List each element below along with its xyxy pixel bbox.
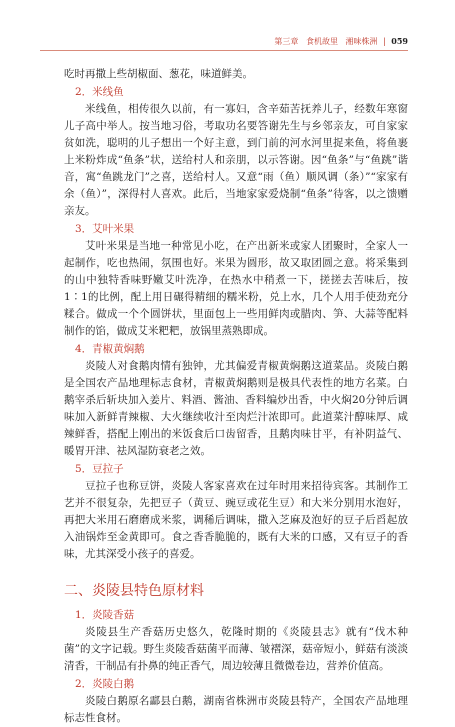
header-subtitle: 湘味株洲: [345, 37, 378, 46]
body-text: [64, 66, 408, 727]
header-separator: |: [383, 37, 386, 46]
paragraph: 豆拉子也称豆饼，炎陵人客家喜欢在过年时用来招待宾客。其制作工艺并不很复杂，先把豆子（黄豆、豌豆或花生豆）和大米分别用水泡好，再把大米用石磨磨成米浆，调稀后调味，撒入芝麻及泡好的豆子后舀起放入油锅炸至金黄即可。食之香香脆脆的，既有大米的口感，又有豆子的香味，尤其深受小孩子的喜爱。: [64, 480, 408, 560]
subheading: 3．艾叶米果: [75, 223, 135, 235]
header-chapter: 第三章: [274, 37, 299, 46]
subheading: 4．青椒黄焖鹅: [75, 343, 145, 355]
subheading: 2．米线鱼: [75, 86, 124, 98]
header-title: 食机故里: [305, 37, 338, 46]
subheading: 1．炎陵香菇: [75, 609, 135, 621]
running-header: [40, 36, 408, 47]
page-number: 059: [391, 36, 408, 46]
paragraph: 吃时再撒上些胡椒面、葱花，味道鲜美。: [64, 68, 253, 80]
paragraph: 米线鱼，相传很久以前，有一寡妇，含辛茹苦抚养儿子，经数年寒窗儿子高中举人。按当地习俗，考取功名要答谢先生与乡邻亲友，可自家家贫如洗，聪明的儿子想出一个好主意，到门前的河水河里捉来鱼，将鱼裹上米粉炸成“鱼条”状，送给村人和亲朋，以示答谢。因“鱼条”与“鱼跳”谐音，寓“鱼跳龙门”之喜，送给村人。又意“雨（鱼）顺风调（条）”“家家有余（鱼）”，深得村人喜欢。此后，当地家家爱烧制“鱼条”待客，以之馈赠亲友。: [64, 103, 408, 217]
subheading: 5．豆拉子: [75, 463, 124, 475]
paragraph: 炎陵白鹅原名酃县白鹅，湖南省株洲市炎陵县特产，全国农产品地理标志性食材。: [64, 695, 408, 724]
header-rule: [40, 50, 408, 51]
section-heading: 二、炎陵县特色原材料: [64, 583, 204, 599]
paragraph: 炎陵县生产香菇历史悠久，乾隆时期的《炎陵县志》就有“伐木种菌”的文字记载。野生炎陵香菇菌平而薄、皱褶深，菇帝短小，鲜菇有淡淡清香，干制品有扑鼻的纯正香气，周边较薄且微微卷边，营养价值高。: [64, 626, 408, 672]
paragraph: 艾叶米果是当地一种常见小吃，在产出新米或家人团聚时，全家人一起制作，吃也热闹，氛围也好。米果为圆形，故又取团圆之意。将采集到的山中独特香味野嫩艾叶洗净，在热水中稍煮一下，搓搓去苦味后，按1∶1的比例，配上用日碾得精细的糯米粉，兑上水，几个人用手使劲充分糅合。做成一个个圆饼状，里面包上一些用鲜肉或腊肉、笋、大蒜等配料制作的馅，做成艾米粑粑，放锅里蒸熟即成。: [64, 240, 408, 337]
paragraph: 炎陵人对食鹅肉情有独钟，尤其偏爱青椒黄焖鹅这道菜品。炎陵白鹅是全国农产品地理标志食材，青椒黄焖鹅则是极具代表性的地方名菜。白鹅宰杀后斩块加入姜片、料酒、酱油、香料编炒出香，中火焖20分钟后调味加入新鲜青辣椒、大火继续收汁至肉烂汁浓即可。此道菜汁醇味厚、咸辣鲜香，搭配上刚出的米饭食后口齿留香，且鹅肉味甘平，有补阴益气、暖胃开津、祛风湿防衰老之效。: [64, 360, 408, 457]
subheading: 2．炎陵白鹅: [75, 678, 135, 690]
